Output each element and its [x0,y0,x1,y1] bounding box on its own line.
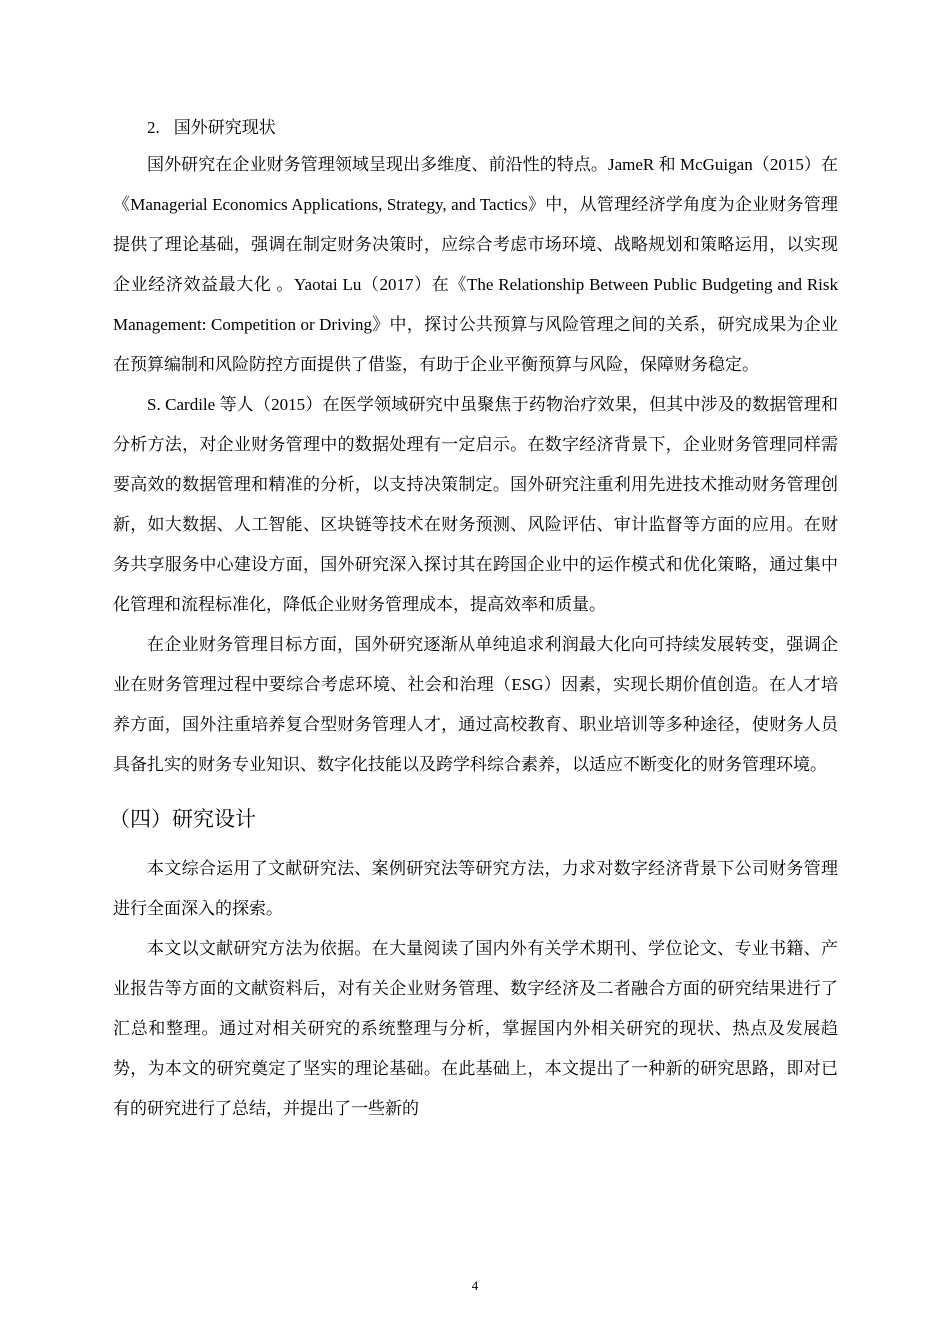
subsection-title: 国外研究现状 [173,118,276,137]
page-number: 4 [471,1278,479,1293]
paragraph-intl-research-2: S. Cardile 等人（2015）在医学领域研究中虽聚焦于药物治疗效果，但其中涉及的数据管理和分析方法，对企业财务管理中的数据处理有一定启示。在数字经济背景下，企业财务管理同样需要高效的数据管理和精准的分析，以支持决策制定。国外研究注重利用先进技术推动财务管理创新，如大数据、人工智能、区块链等技术在财务预测、风险评估、审计监督等方面的应用。在财务共享服务中心建设方面，国外研究深入探讨其在跨国企业中的运作模式和优化策略，通过集中化管理和流程标准化，降低企业财务管理成本，提高效率和质量。 [113,395,838,614]
paragraph-design-1: 本文综合运用了文献研究法、案例研究法等研究方法，力求对数字经济背景下公司财务管理进行全面深入的探索。 [113,859,838,918]
paragraph-intl-research-3: 在企业财务管理目标方面，国外研究逐渐从单纯追求利润最大化向可持续发展转变，强调企业在财务管理过程中要综合考虑环境、社会和治理（ESG）因素，实现长期价值创造。在人才培养方面，国外注重培养复合型财务管理人才，通过高校教育、职业培训等多种途径，使财务人员具备扎实的财务专业知识、数字化技能以及跨学科综合素养，以适应不断变化的财务管理环境。 [113,635,838,774]
subsection-heading [113,113,838,143]
section-heading: （四）研究设计 [109,807,256,831]
page-content [109,113,838,1129]
subsection-number: 2. [147,118,160,137]
paragraph-design-2: 本文以文献研究方法为依据。在大量阅读了国内外有关学术期刊、学位论文、专业书籍、产业报告等方面的文献资料后，对有关企业财务管理、数字经济及二者融合方面的研究结果进行了汇总和整理。通过对相关研究的系统整理与分析，掌握国内外相关研究的现状、热点及发展趋势，为本文的研究奠定了坚实的理论基础。在此基础上，本文提出了一种新的研究思路，即对已有的研究进行了总结，并提出了一些新的 [113,939,838,1118]
paragraph-intl-research-1: 国外研究在企业财务管理领域呈现出多维度、前沿性的特点。JameR 和 McGuigan（2015）在《Managerial Economics Applications, Strategy, and Tactics》中，从管理经济学角度为企业财务管理提供了理论基础，强调在制定财务决策时，应综合考虑市场环境、战略规划和策略运用，以实现企业经济效益最大化 。Yaotai Lu（2017）在《The Relationship Between Public Budgeting and Risk Management: Competition or Driving》中，探讨公共预算与风险管理之间的关系，研究成果为企业在预算编制和风险防控方面提供了借鉴，有助于企业平衡预算与风险，保障财务稳定。 [113,155,838,374]
